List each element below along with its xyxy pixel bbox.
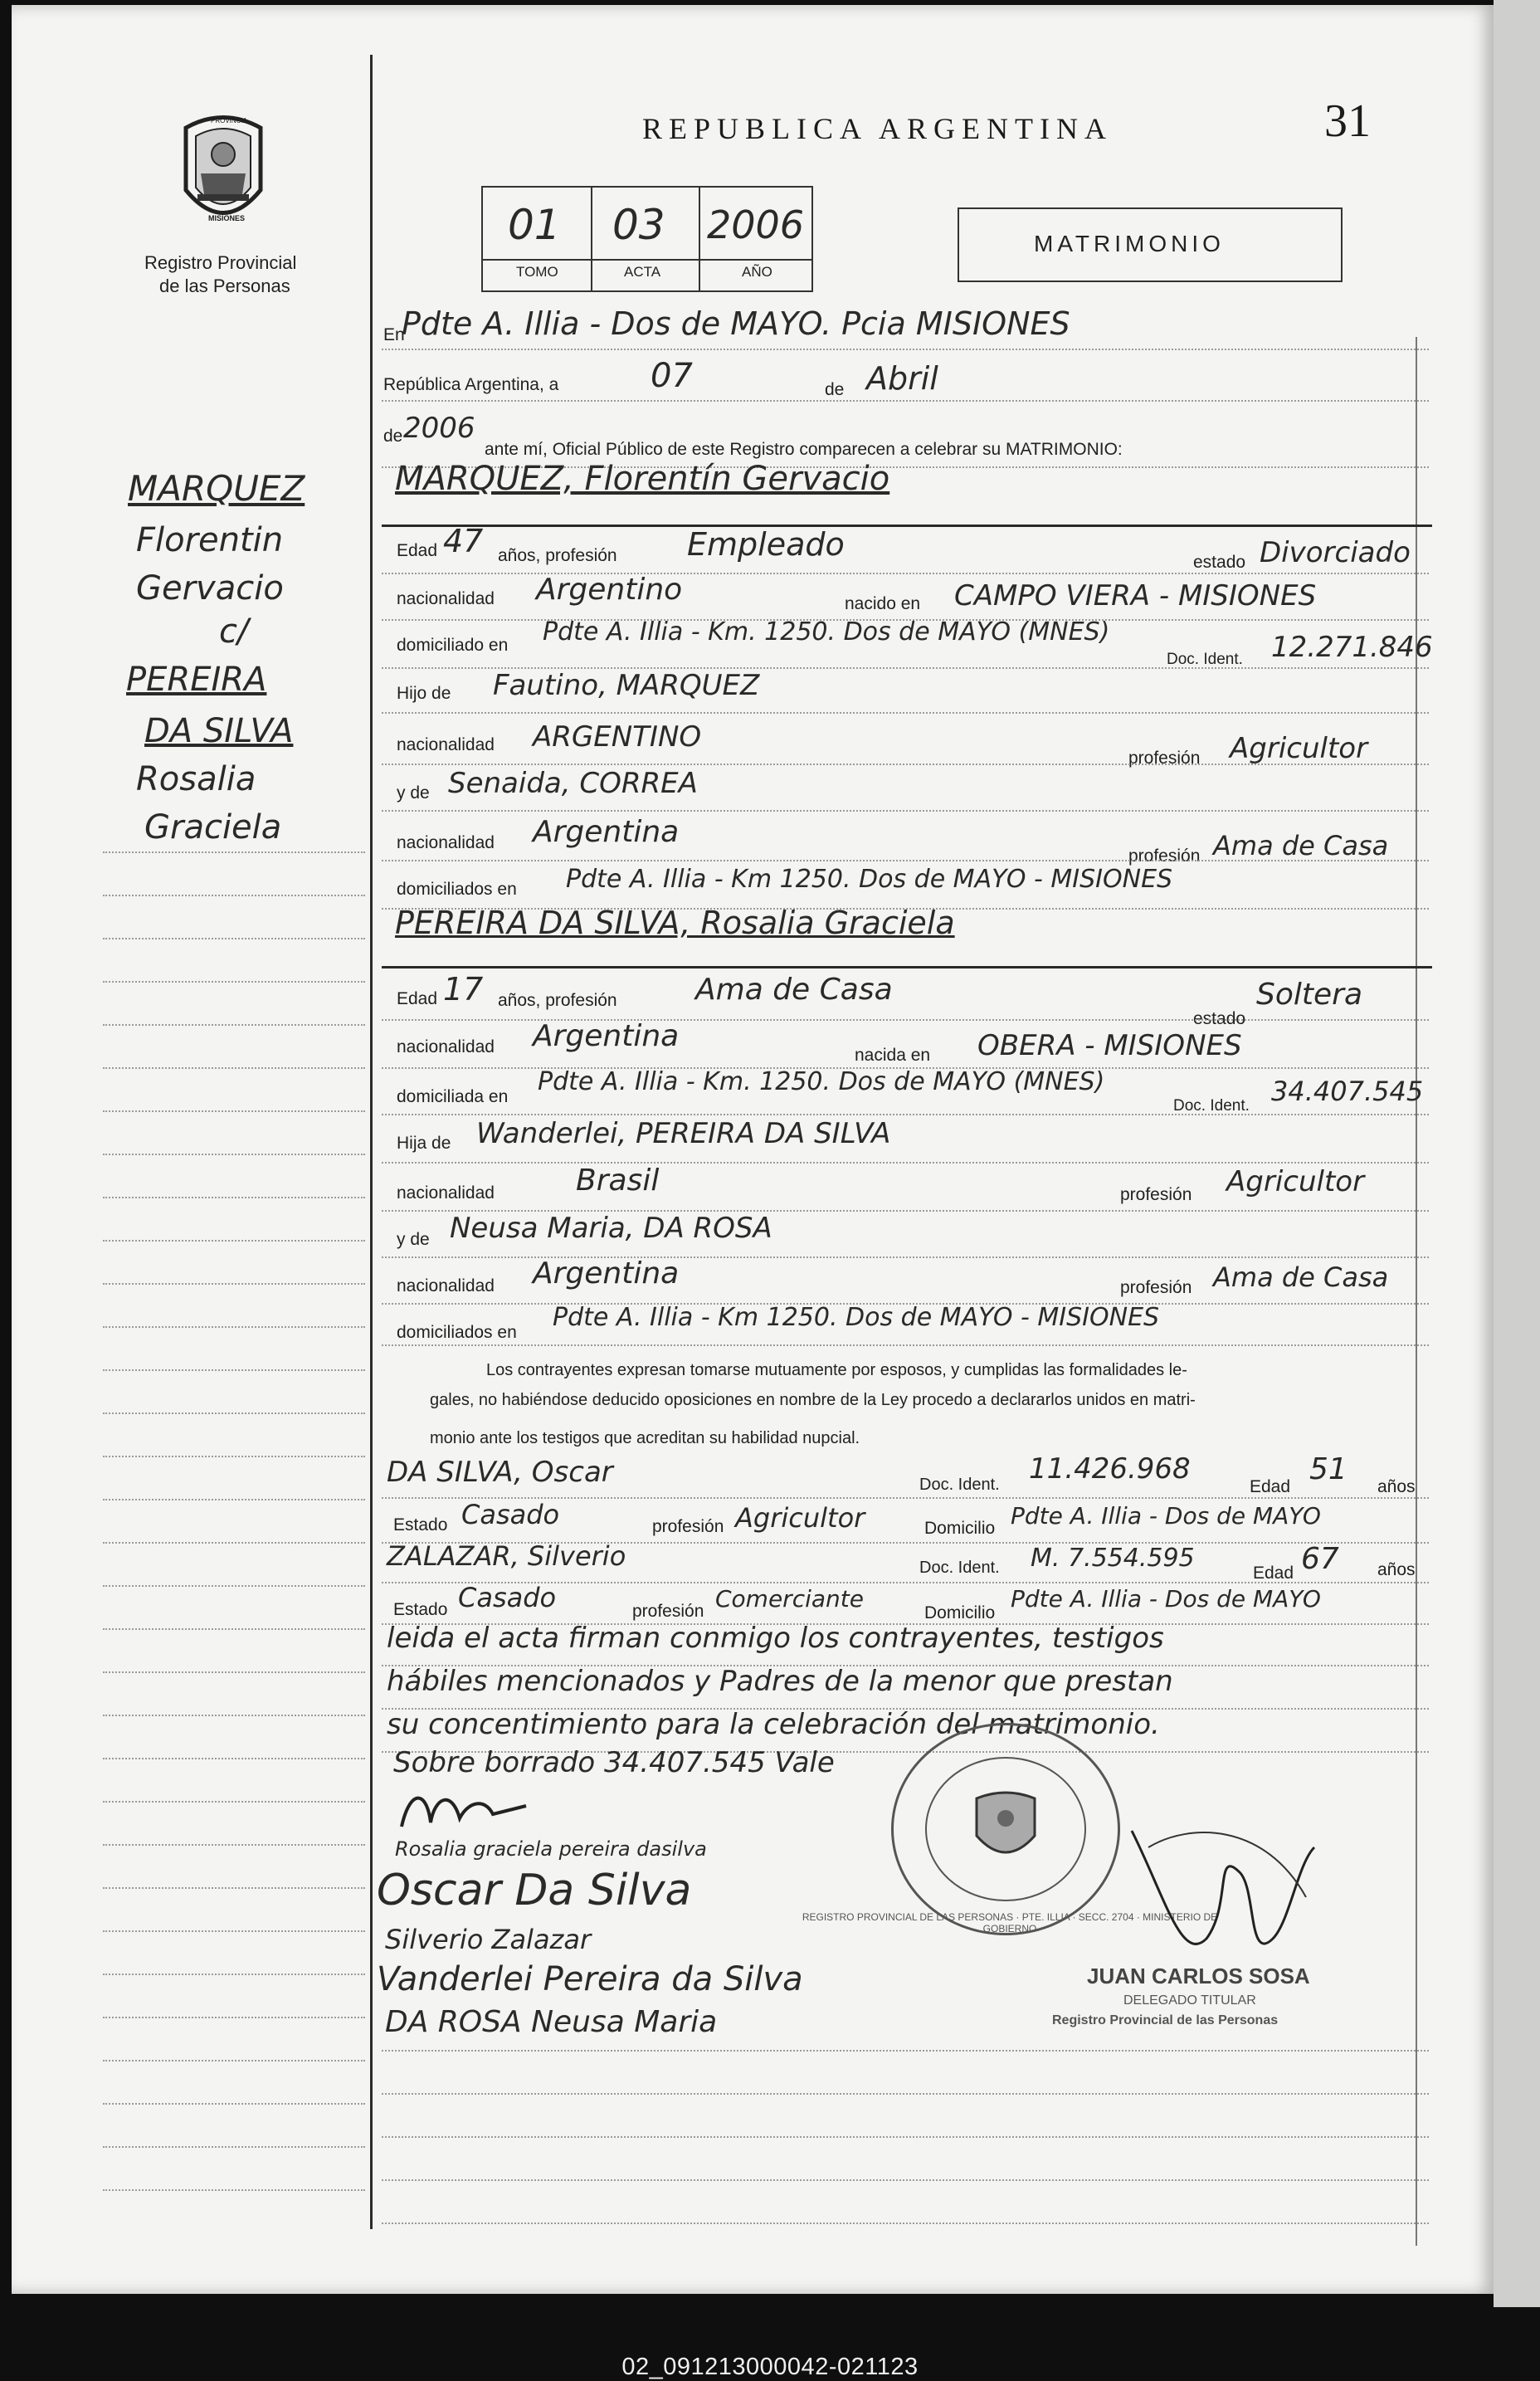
domiciliados-label: domiciliados en — [397, 1323, 517, 1342]
rule — [103, 1369, 365, 1371]
rule — [382, 810, 1429, 812]
rule — [103, 1887, 365, 1889]
groom-padre: Fautino, MARQUEZ — [493, 669, 760, 702]
rule — [103, 981, 365, 983]
rule — [382, 400, 1429, 402]
bride-domicilio: Pdte A. Illia - Km. 1250. Dos de MAYO (MNES) — [538, 1067, 1105, 1096]
rule — [382, 349, 1429, 350]
signature: Oscar Da Silva — [377, 1866, 692, 1915]
month-value: Abril — [866, 360, 938, 397]
groom-madre-prof: Ama de Casa — [1213, 830, 1389, 861]
acta-label: ACTA — [624, 264, 661, 280]
rule — [103, 1671, 365, 1673]
declaration-line: gales, no habiéndose deducido oposiciones en nombre de la Ley procedo a declararlos unidos en matri- — [430, 1391, 1196, 1409]
page-number: 31 — [1324, 95, 1371, 147]
rule — [103, 895, 365, 896]
margin-note-line: Florentin — [136, 521, 284, 559]
rule — [103, 1456, 365, 1457]
declaration-line: Los contrayentes expresan tomarse mutuamente por esposos, y cumplidas las formalidades le- — [486, 1361, 1187, 1379]
file-id-label: 02_091213000042-021123 — [621, 2354, 919, 2380]
rule — [103, 1844, 365, 1846]
rule — [103, 1283, 365, 1285]
groom-profesion: Empleado — [687, 526, 845, 563]
section-rule — [382, 966, 1432, 969]
rule — [103, 1067, 365, 1069]
rule — [382, 2050, 1429, 2052]
record-type-box — [958, 207, 1343, 282]
bride-profesion: Ama de Casa — [695, 973, 893, 1007]
rule — [103, 2189, 365, 2191]
witness-name: DA SILVA, Oscar — [387, 1456, 613, 1489]
rule — [103, 1542, 365, 1544]
bride-madre-nac: Argentina — [533, 1256, 680, 1291]
page-edge — [1494, 0, 1540, 2307]
rule — [103, 1326, 365, 1328]
profesion-label: profesión — [632, 1602, 704, 1621]
margin-note-line: MARQUEZ — [128, 468, 305, 509]
rule — [103, 851, 365, 853]
witness-profesion: Comerciante — [715, 1585, 864, 1613]
rule — [382, 2179, 1429, 2181]
domicilio-label: Domicilio — [924, 1603, 996, 1622]
nacionalidad-label: nacionalidad — [397, 833, 495, 852]
nacida-label: nacida en — [855, 1046, 931, 1065]
closing-line: Sobre borrado 34.407.545 Vale — [393, 1746, 835, 1779]
margin-note-line: PEREIRA — [126, 661, 267, 699]
margin-note-line: Rosalia — [136, 760, 256, 798]
document-page — [12, 5, 1494, 2294]
record-number-box — [481, 186, 813, 292]
anos-label: años — [1377, 1477, 1416, 1496]
rule — [382, 2222, 1429, 2224]
nacionalidad-label: nacionalidad — [397, 1276, 495, 1295]
republica-label: República Argentina, a — [383, 375, 559, 394]
witness-profesion: Agricultor — [735, 1502, 865, 1534]
rule — [103, 2060, 365, 2061]
domiciliados-label: domiciliados en — [397, 880, 517, 899]
rule — [103, 2103, 365, 2105]
bride-nacionalidad: Argentina — [533, 1019, 680, 1053]
domiciliada-label: domiciliada en — [397, 1087, 509, 1106]
profesion-label: profesión — [1128, 847, 1201, 866]
bride-padre-prof: Agricultor — [1226, 1165, 1365, 1198]
bride-name: PEREIRA DA SILVA, Rosalia Graciela — [395, 905, 955, 941]
doc-label: Doc. Ident. — [919, 1476, 1000, 1494]
registry-name-line1: Registro Provincial — [144, 252, 297, 273]
witness-edad: 67 — [1301, 1542, 1339, 1576]
place-value: Pdte A. Illia - Dos de MAYO. Pcia MISIONES — [402, 305, 1070, 342]
rule — [103, 1197, 365, 1198]
closing-line: leida el acta firman conmigo los contrayentes, testigos — [387, 1622, 1164, 1655]
estado-label: estado — [1193, 553, 1246, 572]
edad-label: Edad — [1250, 1477, 1291, 1496]
margin-note-line: DA SILVA — [144, 712, 294, 750]
rule — [103, 1499, 365, 1500]
rule — [103, 1240, 365, 1242]
groom-edad: 47 — [443, 523, 484, 559]
groom-padre-prof: Agricultor — [1230, 732, 1368, 765]
officer-name: JUAN CARLOS SOSA — [1087, 1964, 1310, 1988]
rule — [103, 1024, 365, 1026]
rule — [103, 1628, 365, 1630]
rule — [103, 1758, 365, 1759]
rule — [103, 1412, 365, 1414]
groom-doc: 12.271.846 — [1271, 631, 1433, 664]
anos-profesion-label: años, profesión — [498, 546, 617, 565]
signature: Vanderlei Pereira da Silva — [377, 1960, 803, 1998]
doc-label: Doc. Ident. — [1167, 651, 1243, 668]
bride-nacida: OBERA - MISIONES — [977, 1029, 1242, 1062]
record-type: MATRIMONIO — [1034, 231, 1225, 256]
witness-domicilio: Pdte A. Illia - Dos de MAYO — [1011, 1502, 1321, 1530]
officer-org: Registro Provincial de las Personas — [1052, 2013, 1279, 2027]
witness-edad: 51 — [1309, 1452, 1348, 1486]
rule — [103, 1930, 365, 1932]
bride-edad: 17 — [443, 971, 484, 1008]
groom-domicilio: Pdte A. Illia - Km. 1250. Dos de MAYO (MNES) — [543, 617, 1110, 646]
nacionalidad-label: nacionalidad — [397, 589, 495, 608]
doc-label: Doc. Ident. — [1173, 1097, 1250, 1115]
signature: Silverio Zalazar — [385, 1924, 592, 1955]
bride-estado: Soltera — [1256, 978, 1363, 1012]
witness-estado: Casado — [461, 1499, 560, 1530]
rule — [103, 1154, 365, 1155]
margin-note-line: c/ — [219, 612, 249, 651]
bride-padre: Wanderlei, PEREIRA DA SILVA — [476, 1117, 891, 1150]
signature: Rosalia graciela pereira dasilva — [395, 1837, 707, 1861]
profesion-label: profesión — [652, 1517, 724, 1536]
year-prefix: de — [383, 427, 403, 446]
groom-nacido: CAMPO VIERA - MISIONES — [954, 579, 1317, 612]
acta-value: 03 — [612, 201, 665, 249]
statement-text: ante mí, Oficial Público de este Registro comparecen a celebrar su MATRIMONIO: — [485, 440, 1123, 459]
de-label: de — [825, 380, 845, 399]
section-rule — [382, 525, 1432, 527]
witness-domicilio: Pdte A. Illia - Dos de MAYO — [1011, 1585, 1321, 1613]
hijo-label: Hijo de — [397, 684, 451, 703]
ano-value: 2006 — [707, 202, 805, 247]
hija-label: Hija de — [397, 1134, 451, 1153]
groom-madre: Senaida, CORREA — [448, 767, 698, 800]
estado-label: estado — [1193, 1009, 1246, 1028]
seal-text: REGISTRO PROVINCIAL DE LAS PERSONAS · PTE. ILLIA · SECC. 2704 · MINISTERIO DE GOBIERNO — [802, 1911, 1218, 1935]
estado-label: Estado — [393, 1515, 448, 1534]
closing-line: su concentimiento para la celebración del matrimonio. — [387, 1708, 1160, 1741]
estado-label: Estado — [393, 1600, 448, 1619]
rule — [103, 1974, 365, 1975]
seal-emblem-icon — [970, 1790, 1041, 1865]
profesion-label: profesión — [1120, 1278, 1192, 1297]
right-rule — [1416, 337, 1417, 2246]
declaration-line: monio ante los testigos que acreditan su habilidad nupcial. — [430, 1429, 860, 1447]
rule — [382, 2136, 1429, 2138]
bride-padre-nac: Brasil — [576, 1164, 660, 1198]
anos-label: años — [1377, 1560, 1416, 1579]
logo-caption-top: PROVINCIA — [211, 117, 248, 124]
ano-label: AÑO — [742, 264, 772, 280]
domicilio-label: Domicilio — [924, 1519, 996, 1538]
tomo-label: TOMO — [516, 264, 558, 280]
groom-nacionalidad: Argentino — [536, 573, 683, 607]
rule — [103, 2017, 365, 2018]
nacionalidad-label: nacionalidad — [397, 735, 495, 754]
rule — [382, 860, 1429, 861]
witness-doc: M. 7.554.595 — [1031, 1544, 1195, 1573]
groom-padres-dom: Pdte A. Illia - Km 1250. Dos de MAYO - MISIONES — [566, 865, 1173, 894]
rule — [103, 1110, 365, 1112]
bride-padres-dom: Pdte A. Illia - Km 1250. Dos de MAYO - MISIONES — [553, 1303, 1160, 1332]
anos-profesion-label: años, profesión — [498, 991, 617, 1010]
rule — [382, 1344, 1429, 1346]
doc-label: Doc. Ident. — [919, 1559, 1000, 1577]
nacionalidad-label: nacionalidad — [397, 1183, 495, 1203]
day-value: 07 — [651, 357, 693, 395]
edad-label: Edad — [397, 989, 438, 1008]
en-label: En — [383, 325, 405, 344]
tomo-value: 01 — [508, 201, 561, 249]
rule — [103, 1715, 365, 1716]
rule — [103, 2146, 365, 2148]
bride-madre: Neusa Maria, DA ROSA — [450, 1212, 772, 1245]
groom-padre-nac: ARGENTINO — [533, 720, 702, 754]
rule — [382, 1114, 1429, 1115]
nacido-label: nacido en — [845, 594, 921, 613]
rule — [103, 1585, 365, 1587]
closing-line: hábiles mencionados y Padres de la menor que prestan — [387, 1665, 1173, 1698]
groom-madre-nac: Argentina — [533, 815, 680, 849]
officer-title: DELEGADO TITULAR — [1123, 1993, 1256, 2008]
witness-doc: 11.426.968 — [1029, 1452, 1191, 1486]
groom-name: MARQUEZ, Florentín Gervacio — [395, 460, 890, 498]
edad-label: Edad — [1253, 1564, 1294, 1583]
page-title: REPUBLICA ARGENTINA — [642, 112, 1114, 145]
year-value: 2006 — [403, 412, 475, 445]
rule — [382, 2093, 1429, 2095]
rule — [382, 764, 1429, 765]
margin-note-line: Gervacio — [136, 569, 284, 607]
domiciliado-label: domiciliado en — [397, 636, 509, 655]
profesion-label: profesión — [1128, 749, 1201, 768]
registry-name-line2: de las Personas — [159, 276, 290, 296]
logo-caption-bottom: MISIONES — [208, 214, 246, 222]
bride-doc: 34.407.545 — [1271, 1076, 1424, 1107]
rule — [103, 938, 365, 939]
signature-scribble-icon — [393, 1781, 534, 1839]
witness-name: ZALAZAR, Silverio — [387, 1540, 626, 1572]
y-de-label: y de — [397, 783, 430, 803]
bride-madre-prof: Ama de Casa — [1213, 1261, 1389, 1293]
nacionalidad-label: nacionalidad — [397, 1037, 495, 1056]
witness-estado: Casado — [458, 1582, 557, 1613]
official-seal — [802, 1723, 1218, 1935]
groom-estado: Divorciado — [1260, 536, 1411, 569]
signature: DA ROSA Neusa Maria — [385, 2005, 718, 2039]
rule — [103, 1801, 365, 1803]
margin-note-line: Graciela — [144, 808, 282, 847]
edad-label: Edad — [397, 541, 438, 560]
y-de-label: y de — [397, 1230, 430, 1249]
rule — [382, 712, 1429, 714]
profesion-label: profesión — [1120, 1185, 1192, 1204]
rule — [382, 1162, 1429, 1164]
margin-rule — [370, 55, 373, 2229]
